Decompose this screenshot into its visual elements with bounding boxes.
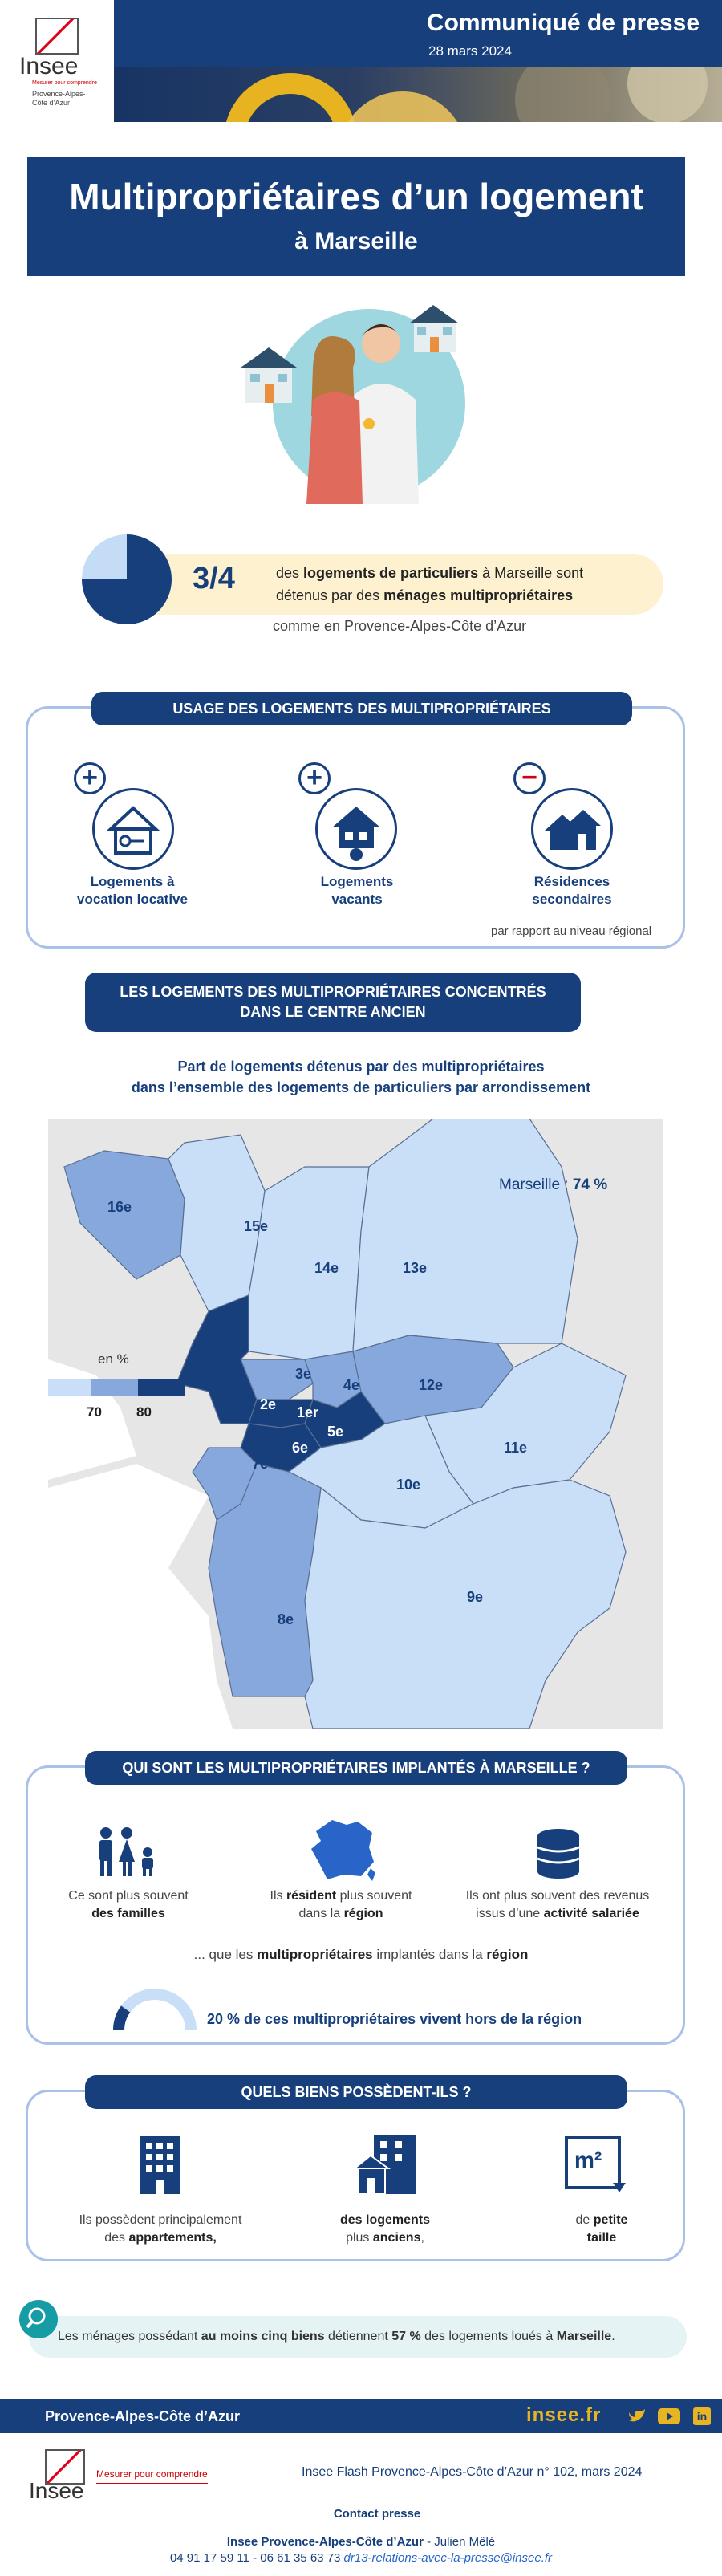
- right-house-icon: [409, 305, 459, 352]
- map-subtitle-1: Part de logements détenus par des multipropriétaires: [177, 1058, 545, 1075]
- map-total-value: 74 %: [572, 1176, 608, 1193]
- secondary-houses-icon: [531, 788, 613, 870]
- district-label-9: 9e: [467, 1589, 484, 1605]
- footer-contact-title: Contact presse: [333, 2507, 421, 2521]
- who-compare-d: région: [486, 1947, 529, 1962]
- linkedin-icon[interactable]: in: [693, 2407, 711, 2425]
- goods-item-old: [297, 2212, 473, 2247]
- footer-site-link[interactable]: insee.fr: [526, 2404, 602, 2426]
- who-outside-text: 20 % de ces multipropriétaires vivent hors de la région: [207, 2011, 582, 2027]
- goods-small-b2: taille: [586, 2231, 617, 2245]
- highlight-text: [58, 2330, 615, 2344]
- map-heading-line1: LES LOGEMENTS DES MULTIPROPRIÉTAIRES CONCENTRÉS: [120, 984, 546, 1000]
- map-total-label: Marseille :: [499, 1176, 573, 1193]
- usage-note: par rapport au niveau régional: [491, 924, 652, 938]
- who-region-l2a: dans la: [298, 1907, 344, 1920]
- footer-contact-name: - Julien Mêlé: [423, 2535, 496, 2549]
- who-income-l2b: activité salariée: [543, 1907, 639, 1920]
- sea-area: [48, 1464, 233, 1729]
- old-buildings-icon: [353, 2133, 417, 2196]
- who-region-l2b: région: [343, 1907, 383, 1920]
- share-text: [276, 562, 583, 607]
- apartment-building-icon: [138, 2135, 181, 2196]
- usage-label-vacant: [289, 873, 425, 908]
- page-subtitle: à Marseille: [294, 228, 418, 254]
- who-item-region: [249, 1887, 433, 1923]
- plus-sign-icon: +: [74, 762, 106, 794]
- district-13: [353, 1119, 578, 1351]
- twitter-icon[interactable]: [627, 2407, 647, 2425]
- outside-region-gauge: [112, 1987, 197, 2034]
- share-text-a: des: [276, 565, 304, 581]
- who-item-income: [449, 1887, 666, 1923]
- goods-apartments-l1: Ils possèdent principalement: [79, 2213, 242, 2227]
- footer-phones: 04 91 17 59 11 - 06 61 35 63 73: [169, 2551, 341, 2565]
- who-compare-a: ... que les: [193, 1947, 258, 1962]
- district-label-14: 14e: [314, 1260, 339, 1276]
- who-region-l1c: plus souvent: [336, 1889, 412, 1903]
- who-region-l1b: résident: [286, 1889, 337, 1903]
- goods-heading: QUELS BIENS POSSÈDENT-ILS ?: [85, 2075, 627, 2109]
- footer-region: Provence-Alpes-Côte d’Azur: [45, 2408, 241, 2424]
- share-text-d: détenus par des: [276, 587, 384, 603]
- goods-item-small: [513, 2212, 690, 2247]
- logo-text: Insee: [19, 53, 79, 79]
- highlight-t4: 57 %: [391, 2330, 421, 2343]
- minus-sign-icon: −: [513, 762, 546, 794]
- header-photo: [114, 67, 722, 122]
- family-icon: [90, 1826, 162, 1878]
- who-income-l1: Ils ont plus souvent des revenus: [465, 1889, 650, 1903]
- highlight-t6: Marseille: [556, 2330, 612, 2343]
- insee-logo-icon: [35, 18, 79, 55]
- highlight-t2: au moins cinq biens: [201, 2330, 325, 2343]
- who-item-families: [40, 1887, 217, 1923]
- legend-swatch-low: [48, 1379, 91, 1396]
- footer-logo-tagline: Mesurer pour comprendre: [96, 2468, 208, 2484]
- magnifier-icon: [19, 2300, 58, 2338]
- map-heading-line2: DANS LE CENTRE ANCIEN: [240, 1004, 426, 1020]
- usage-label-secondary: [504, 873, 640, 908]
- goods-old-l2c: ,: [420, 2231, 424, 2245]
- goods-small-l1b: petite: [593, 2213, 628, 2227]
- district-label-2: 2e: [260, 1396, 277, 1412]
- footer-contact-org: Insee Provence-Alpes-Côte d’Azur: [226, 2535, 424, 2549]
- who-region-l1a: Ils: [270, 1889, 286, 1903]
- district-9: [305, 1480, 626, 1729]
- share-text-e: ménages multipropriétaires: [383, 587, 574, 603]
- district-14: [249, 1167, 369, 1359]
- who-compare: [80, 1947, 642, 1963]
- rental-house-key-icon: [92, 788, 174, 870]
- who-families-b1: des familles: [91, 1907, 165, 1920]
- logo-region: Provence-Alpes-Côte d’Azur: [32, 90, 86, 107]
- square-meter-text: m²: [574, 2147, 602, 2172]
- usage-label-vacant-2: vacants: [331, 892, 383, 907]
- square-meter-icon: [565, 2136, 627, 2196]
- coins-icon: [536, 1828, 581, 1879]
- share-value: 3/4: [193, 562, 235, 595]
- usage-label-rental-2: vocation locative: [77, 892, 188, 907]
- district-label-16: 16e: [107, 1199, 132, 1215]
- who-compare-b: multipropriétaires: [257, 1947, 373, 1962]
- highlight-t5: des logements loués à: [420, 2330, 557, 2343]
- insee-logo-block: [0, 0, 114, 122]
- title-box: [27, 157, 685, 276]
- share-text-c: à Marseille sont: [478, 565, 584, 581]
- goods-apartments-l2b: appartements,: [128, 2231, 217, 2245]
- district-label-15: 15e: [244, 1218, 269, 1234]
- usage-label-rental-1: Logements à: [90, 874, 175, 889]
- district-label-1: 1er: [297, 1404, 319, 1420]
- district-label-6: 6e: [292, 1440, 309, 1456]
- district-label-11: 11e: [504, 1440, 528, 1456]
- map-panel: [48, 1119, 663, 1729]
- district-label-12: 12e: [419, 1377, 444, 1393]
- plus-sign-icon: +: [298, 762, 331, 794]
- goods-old-l2a: plus: [346, 2231, 373, 2245]
- goods-apartments-l2a: des: [104, 2231, 129, 2245]
- goods-small-l1a: de: [575, 2213, 594, 2227]
- usage-label-secondary-2: secondaires: [532, 892, 612, 907]
- legend-swatch-mid: [91, 1379, 138, 1396]
- press-title: Communiqué de presse: [426, 10, 700, 36]
- share-comparison: comme en Provence-Alpes-Côte d’Azur: [273, 618, 527, 634]
- map-subtitle-2: dans l’ensemble des logements de particuliers par arrondissement: [131, 1079, 591, 1095]
- district-label-13: 13e: [403, 1260, 428, 1276]
- press-date: 28 mars 2024: [428, 43, 512, 59]
- map-legend-unit: en %: [98, 1351, 129, 1367]
- france-map-icon: [308, 1817, 379, 1884]
- couple-keys-illustration: [233, 303, 489, 504]
- usage-heading: USAGE DES LOGEMENTS DES MULTIPROPRIÉTAIRES: [91, 692, 632, 725]
- map-legend-bar: [48, 1379, 185, 1396]
- share-pie-chart: [80, 533, 173, 626]
- district-label-7: 7e: [252, 1456, 269, 1472]
- goods-old-b1: des logements: [339, 2213, 431, 2227]
- youtube-icon[interactable]: [658, 2408, 680, 2424]
- district-label-4: 4e: [343, 1377, 360, 1393]
- highlight-t7: .: [611, 2330, 615, 2343]
- district-label-10: 10e: [396, 1477, 421, 1493]
- usage-label-rental: [64, 873, 201, 908]
- vacant-house-icon: [315, 788, 397, 870]
- legend-tick-80: 80: [136, 1404, 152, 1420]
- map-subtitle: [48, 1056, 674, 1098]
- page-title: Multipropriétaires d’un logement: [69, 176, 643, 217]
- goods-old-l2b: anciens: [372, 2231, 421, 2245]
- header-photo-art: [114, 67, 722, 122]
- marseille-districts-map: [48, 1119, 663, 1729]
- highlight-t1: Les ménages possédant: [58, 2330, 201, 2343]
- highlight-t3: détiennent: [324, 2330, 392, 2343]
- legend-tick-70: 70: [87, 1404, 102, 1420]
- gauge-fill: [119, 2009, 126, 2030]
- usage-label-secondary-1: Résidences: [533, 874, 610, 889]
- district-label-8: 8e: [278, 1611, 294, 1627]
- goods-item-apartments: [56, 2212, 265, 2247]
- footer-email-link[interactable]: dr13-relations-avec-la-presse@insee.fr: [343, 2551, 553, 2565]
- map-heading: [85, 973, 581, 1032]
- map-total: [499, 1176, 607, 1194]
- logo-tagline: Mesurer pour comprendre: [32, 80, 97, 86]
- share-text-b: logements de particuliers: [303, 565, 479, 581]
- who-heading: QUI SONT LES MULTIPROPRIÉTAIRES IMPLANTÉS À MARSEILLE ?: [85, 1751, 627, 1785]
- district-label-3: 3e: [295, 1366, 312, 1382]
- who-compare-c: implantés dans la: [372, 1947, 487, 1962]
- footer-logo-text: Insee: [29, 2478, 84, 2503]
- footer-publication: Insee Flash Provence-Alpes-Côte d’Azur n° 102, mars 2024: [302, 2465, 643, 2479]
- usage-label-vacant-1: Logements: [320, 874, 394, 889]
- who-income-l2a: issus d’une: [476, 1907, 544, 1920]
- sea-area-top: [48, 1119, 64, 1167]
- district-label-5: 5e: [327, 1424, 344, 1440]
- legend-swatch-high: [138, 1379, 185, 1396]
- who-families-l1: Ce sont plus souvent: [68, 1889, 189, 1903]
- footer-contact: [120, 2534, 602, 2566]
